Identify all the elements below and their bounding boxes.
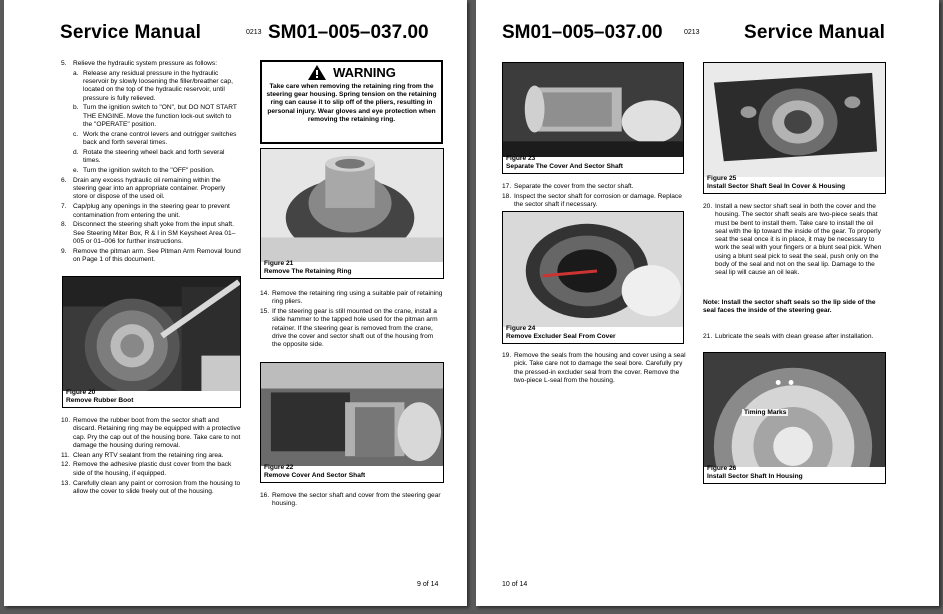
figure-26-photo: [704, 353, 885, 467]
figure-21: [260, 148, 444, 279]
warning-title: WARNING: [333, 65, 396, 80]
step-20: [703, 203, 887, 279]
numbered-step: 5. Relieve the hydraulic system pressure as follows:: [61, 60, 218, 67]
numbered-step: 17. Separate the cover from the sector shaft.: [502, 183, 634, 190]
figure-25-photo: [704, 63, 885, 177]
revision-date: 0213: [684, 29, 700, 36]
figure-23-caption: Figure 23 Separate The Cover And Sector Shaft: [506, 155, 624, 170]
sub-step: b. Turn the ignition switch to "ON", but DO NOT START THE ENGINE. Move the function lock-out switch to the "OPERATE" position.: [73, 104, 237, 129]
document-number: SM01–005–037.00: [502, 22, 663, 43]
steps-14-15: [260, 290, 444, 351]
figure-20: [62, 276, 241, 408]
page-left: [4, 0, 467, 606]
figure-23: [502, 62, 684, 174]
note-seal-orientation: Note: Install the sector shaft seals so the lip side of the seal faces the inside of the steering gear.: [703, 299, 876, 315]
page-right: [476, 0, 939, 606]
step-19: [502, 352, 686, 387]
steps-10-13: [61, 417, 241, 498]
sub-step: d. Rotate the steering wheel back and forth several times.: [73, 148, 225, 165]
numbered-step: 20. Install a new sector shaft seal in both the cover and the housing. The sector shaft seals are two-piece seals that must be bent to install them. Take care to install the oil seal with the lip toward the inside of the gear. To properly seat the seal once it is in place, it may be necessary to work the seal with your fingers or a blunt seal pick. When using a blunt seal pick to seat the seal, push only on the body of the seal and not on the seal lip. Damage to the seal lip will cause an oil leak.: [703, 203, 882, 277]
numbered-step: 19. Remove the seals from the housing and cover using a seal pick. Take care not to damage the seal bore. Carefully pry the pressed-in excluder seal from the cover. Remove the two-piece L-seal from the housing.: [502, 352, 686, 384]
numbered-step: 11. Clean any RTV sealant from the retaining ring area.: [61, 451, 224, 459]
numbered-step: 8. Disconnect the steering shaft yoke from the input shaft. See Steering Miter Box, R & I in SM Keysheet Area 01–005 or 01–006 for further instructions.: [61, 221, 236, 245]
figure-25: [703, 62, 886, 194]
manual-title: Service Manual: [60, 22, 202, 43]
step-21: [703, 333, 887, 343]
sub-step: e. Turn the ignition switch to the "OFF" position.: [73, 167, 215, 175]
sub-step: c. Work the crane control levers and outrigger switches back and forth several times.: [73, 130, 237, 147]
numbered-step: 6. Drain any excess hydraulic oil remaining within the steering gear into an appropriate container. Properly store or dispose of the used oil.: [61, 176, 226, 201]
numbered-step: 21. Lubricate the seals with clean grease after installation.: [703, 333, 874, 340]
figure-22-caption: Figure 22 Remove Cover And Sector Shaft: [264, 464, 366, 479]
warning-box: [260, 60, 443, 144]
figure-21-caption: Figure 21 Remove The Retaining Ring: [264, 260, 352, 275]
numbered-step: 16. Remove the sector shaft and cover from the steering gear housing.: [260, 492, 441, 508]
figure-26-caption: Figure 26 Install Sector Shaft In Housing: [707, 465, 803, 480]
page-number: 10 of 14: [502, 581, 528, 588]
figure-24-photo: [503, 212, 683, 327]
figure-24: [502, 211, 684, 344]
revision-date: 0213: [246, 29, 262, 36]
numbered-step: 10. Remove the rubber boot from the sector shaft and discard. Retaining ring may be equipped with a protective cap. Pry the cap out of the housing bore. Take care to not damage the housing during removal.: [61, 417, 241, 449]
timing-marks-callout: Timing Marks: [744, 409, 787, 416]
document-number: SM01–005–037.00: [268, 22, 429, 43]
manual-title: Service Manual: [744, 22, 886, 43]
figure-21-photo: [261, 149, 443, 262]
figure-23-photo: [503, 63, 683, 157]
step-16: [260, 492, 444, 510]
figure-22: [260, 362, 444, 483]
figure-24-caption: Figure 24 Remove Excluder Seal From Cover: [506, 325, 616, 340]
figure-22-photo: [261, 363, 443, 466]
numbered-step: 15. If the steering gear is still mounted on the crane, install a slide hammer to the tapped hole used for the pitman arm retainer. If the steering gear is removed from the crane, drive the cover and sector shaft out of the housing from the opposite side.: [260, 308, 438, 349]
warning-text: Take care when removing the retaining ring from the steering gear housing. Spring tension on the retaining ring can cause it to slip off of the pliers, resulting in personal injury. Wear gloves and eye protection when removing the retaining ring.: [266, 83, 437, 123]
figure-26: [703, 352, 886, 484]
sub-step: a. Release any residual pressure in the hydraulic reservoir by slowly loosening the filler/breather cap, located on the top of the hydraulic reservoir, until pressure is fully relieved.: [73, 69, 233, 102]
warning-triangle-icon: [307, 64, 327, 81]
figure-20-photo: [63, 277, 240, 391]
steps-17-18: [502, 183, 686, 211]
figure-25-caption: Figure 25 Install Sector Shaft Seal In Cover & Housing: [707, 175, 846, 190]
numbered-step: 13. Carefully clean any paint or corrosion from the housing to allow the cover to slide freely out of the housing.: [61, 479, 241, 495]
numbered-step: 14. Remove the retaining ring using a suitable pair of retaining ring pliers.: [260, 290, 443, 306]
steps-5-9: [61, 60, 241, 266]
numbered-step: 9. Remove the pitman arm. See Pitman Arm Removal found on Page 1 of this document.: [61, 247, 241, 264]
figure-20-caption: Figure 20 Remove Rubber Boot: [66, 389, 134, 404]
numbered-step: 18. Inspect the sector shaft for corrosion or damage. Replace the sector shaft if necessary.: [502, 192, 682, 209]
numbered-step: 12. Remove the adhesive plastic dust cover from the back side of the housing, if equipped.: [61, 461, 232, 477]
page-number: 9 of 14: [417, 581, 439, 588]
numbered-step: 7. Cap/plug any openings in the steering gear to prevent contamination from entering the unit.: [61, 203, 230, 219]
